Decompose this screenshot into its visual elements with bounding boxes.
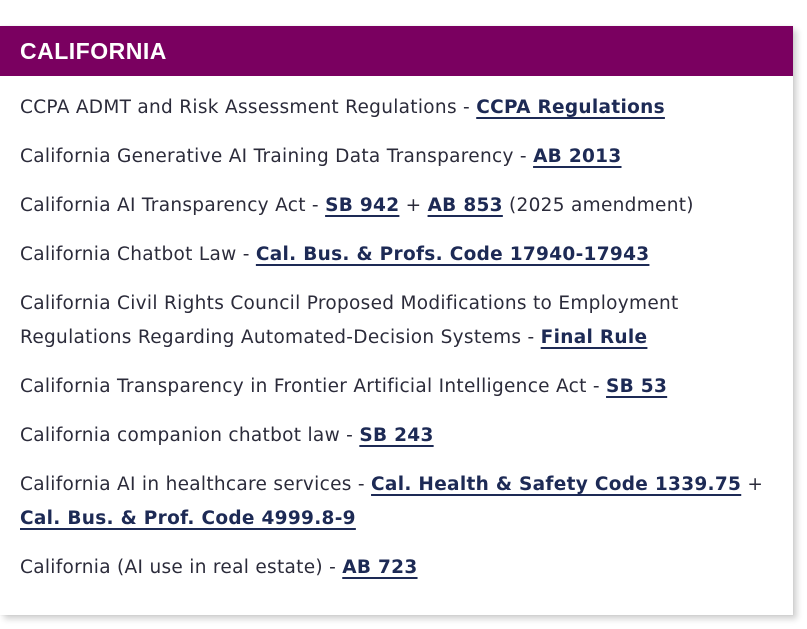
law-link[interactable]: SB 942 <box>325 195 400 216</box>
law-item <box>20 370 773 404</box>
law-link[interactable]: SB 243 <box>359 425 434 446</box>
law-item <box>20 189 773 223</box>
law-description: CCPA ADMT and Risk Assessment Regulations - <box>20 97 477 118</box>
law-description: California Civil Rights Council Proposed Modifications to Employment Regulations Regarding Automated-Decision Systems - <box>20 293 679 348</box>
law-description: California AI Transparency Act - <box>20 195 326 216</box>
law-description: California Generative AI Training Data Transparency - <box>20 146 534 167</box>
law-description: California Transparency in Frontier Artificial Intelligence Act - <box>20 376 607 397</box>
law-link[interactable]: Cal. Health & Safety Code 1339.75 <box>371 474 742 495</box>
law-link[interactable]: SB 53 <box>606 376 668 397</box>
law-description: California Chatbot Law - <box>20 244 256 265</box>
law-list <box>0 76 793 585</box>
link-separator: + <box>741 474 764 495</box>
law-link[interactable]: Final Rule <box>540 327 648 348</box>
state-card <box>0 26 793 615</box>
state-header <box>0 26 793 76</box>
law-description: California (AI use in real estate) - <box>20 557 343 578</box>
law-item <box>20 91 773 125</box>
law-item <box>20 551 773 585</box>
law-item <box>20 238 773 272</box>
law-link[interactable]: Cal. Bus. & Prof. Code 4999.8-9 <box>20 508 356 529</box>
law-link[interactable]: CCPA Regulations <box>476 97 665 118</box>
law-link[interactable]: Cal. Bus. & Profs. Code 17940-17943 <box>255 244 650 265</box>
law-link[interactable]: AB 2013 <box>533 146 622 167</box>
law-link[interactable]: AB 723 <box>342 557 418 578</box>
law-item <box>20 287 773 355</box>
law-item <box>20 468 773 536</box>
law-item <box>20 140 773 174</box>
law-description: California AI in healthcare services - <box>20 474 372 495</box>
state-title: CALIFORNIA <box>20 37 167 64</box>
law-description: California companion chatbot law - <box>20 425 360 446</box>
law-suffix: (2025 amendment) <box>502 195 694 216</box>
law-item <box>20 419 773 453</box>
law-link[interactable]: AB 853 <box>427 195 503 216</box>
link-separator: + <box>399 195 428 216</box>
